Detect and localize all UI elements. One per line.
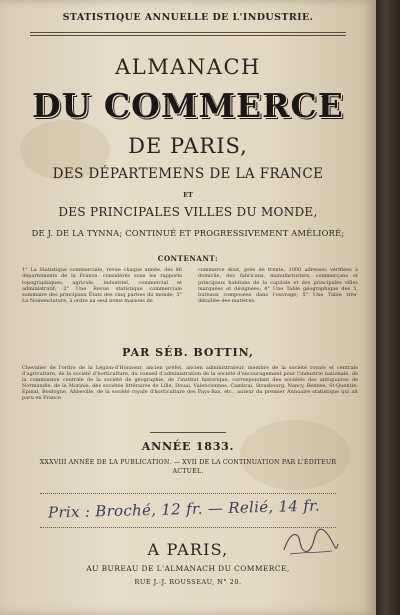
price-rule — [40, 493, 336, 494]
title-villes: DES PRINCIPALES VILLES DU MONDE, — [58, 205, 318, 219]
divider-rule — [150, 432, 226, 433]
year: ANNÉE 1833. — [141, 440, 235, 453]
paper-stain — [240, 420, 350, 490]
imprint-address: RUE J.-J. ROUSSEAU, N° 20. — [134, 578, 242, 586]
imprint-city: A PARIS, — [147, 540, 229, 559]
header-rule — [30, 32, 346, 33]
header-rule — [30, 35, 346, 36]
title-de-paris: DE PARIS, — [128, 134, 248, 158]
publication-note: XXXVIII ANNÉE DE LA PUBLICATION. — XVII DE LA CONTINUATION PAR L'ÉDITEUR ACTUEL. — [39, 459, 337, 475]
title-du-commerce: DU COMMERCE — [32, 86, 344, 125]
contents-left: 1° La Statistique commerciale, revue chaque année, des 86 départements de la France, considérés sous les rapports topographiques, agricole, industriel, commercial et administratif; 2° Une Revue statistique commerciale sommaire des principaux États des cinq parties du monde; 3° La Nomenclature, à ordre au seul noms maisons de — [22, 267, 182, 305]
contents-right: commerce dont, près de trente, 1000 adresses vérifiées à domicile, des fabricans, manufacturiers, commerçans et principaux habitans de la capitale et des principales villes marquées et désignées; 4° Une Table géographique des 5, bureaux composées dans l'ouvrage; 5° Une Table très-détaillée des matières. — [198, 267, 358, 305]
imprint-office: AU BUREAU DE L'ALMANACH DU COMMERCE, — [86, 564, 290, 573]
contents-heading: CONTENANT: — [157, 254, 219, 263]
subtitle: DE J. DE LA TYNNA; CONTINUÉ ET PROGRESSIVEMENT AMÉLIORÉ; — [31, 228, 345, 238]
contents-columns — [22, 267, 358, 337]
title-almanach: ALMANACH — [115, 55, 261, 79]
title-departements: DES DÉPARTEMENS DE LA FRANCE — [52, 166, 324, 182]
handwritten-price: Prix : Broché, 12 fr. — Relié, 14 fr. — [47, 496, 321, 522]
book-spine — [376, 0, 400, 615]
series-header: STATISTIQUE ANNUELLE DE L'INDUSTRIE. — [62, 12, 314, 23]
author-bio: Chevalier de l'ordre de la Légion-d'Honneur, ancien préfet, ancien administrateur, membre de la société royale et centrale d'agriculture, de la société d'horticulture, du conseil d'administration de la société d'encouragement pour l'industrie nationale, de la commission centrale de la société de géographie, de l'institut historique, correspondant des sociétés des antiquaires de Normandie, de la Morinie, des sociétés littéraires de Lille, Douai, Valenciennes, Cambrai, Strasbourg, Nancy, Rennes, St-Quentin, Epinal, Boulogne, Abbeville, de la société royale d'horticulture des Pays-Bas, etc., auteur du premier Annuaire statistique qui ait paru en France. — [22, 365, 358, 402]
author-line: PAR SÉB. BOTTIN, — [122, 346, 254, 359]
title-conjunction: ET — [183, 191, 193, 199]
